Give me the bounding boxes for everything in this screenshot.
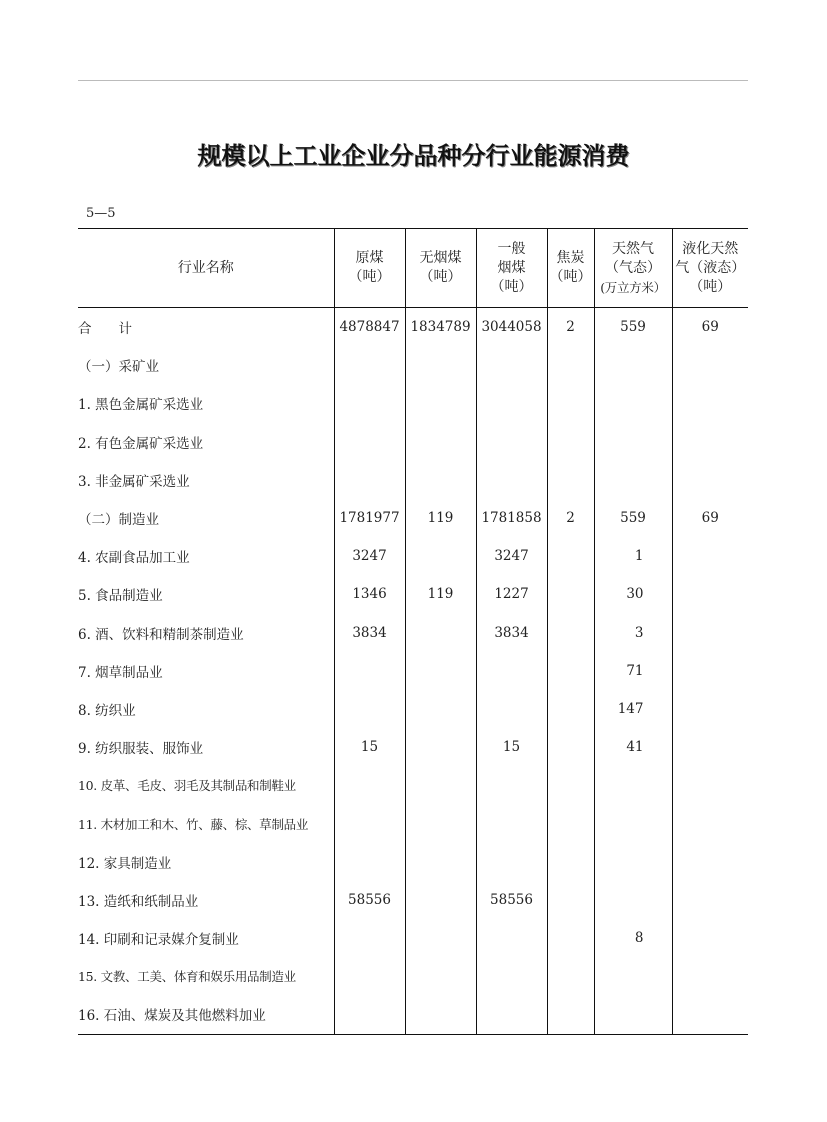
cell-bituminous: 58556 [476, 881, 547, 919]
cell-lng [672, 766, 748, 804]
table-code: 5—5 [86, 206, 116, 221]
table-row [78, 423, 748, 461]
cell-coke [547, 728, 594, 766]
header-line: （吨） [549, 269, 592, 285]
header-line: 原煤 [355, 250, 384, 266]
table-row [78, 804, 748, 842]
cell-raw-coal [334, 384, 405, 422]
cell-lng [672, 614, 748, 652]
cell-bituminous: 3044058 [476, 308, 547, 347]
cell-natural-gas [594, 461, 672, 499]
cell-name: 合 计 [78, 321, 132, 338]
cell-coke [547, 804, 594, 842]
cell-anthracite [405, 957, 476, 995]
table-row [78, 614, 748, 652]
header-lng [672, 229, 748, 308]
cell-bituminous [476, 423, 547, 461]
cell-name: 12. 家具制造业 [78, 855, 172, 872]
cell-coke: 2 [547, 308, 594, 347]
cell-bituminous [476, 995, 547, 1034]
cell-lng: 69 [672, 308, 748, 347]
cell-name: 6. 酒、饮料和精制茶制造业 [78, 626, 244, 643]
cell-bituminous [476, 766, 547, 804]
header-line: 烟煤 [497, 259, 526, 276]
cell-bituminous: 1781858 [476, 499, 547, 537]
cell-anthracite [405, 804, 476, 842]
cell-natural-gas [594, 423, 672, 461]
cell-lng: 69 [672, 499, 748, 537]
cell-bituminous [476, 957, 547, 995]
top-rule [78, 80, 748, 81]
cell-anthracite [405, 881, 476, 919]
cell-lng [672, 957, 748, 995]
cell-bituminous [476, 919, 547, 957]
cell-raw-coal: 15 [334, 728, 405, 766]
cell-name: 5. 食品制造业 [78, 588, 163, 605]
cell-raw-coal [334, 804, 405, 842]
cell-lng [672, 575, 748, 613]
header-line: 一般 [497, 240, 526, 257]
cell-lng [672, 995, 748, 1034]
table-row [78, 881, 748, 919]
cell-raw-coal [334, 461, 405, 499]
header-line: （气态） [605, 259, 661, 276]
cell-name: 11. 木材加工和木、竹、藤、棕、草制品业 [78, 816, 309, 832]
cell-lng [672, 537, 748, 575]
cell-coke [547, 537, 594, 575]
cell-anthracite [405, 346, 476, 384]
cell-bituminous [476, 804, 547, 842]
cell-anthracite [405, 614, 476, 652]
header-bituminous [476, 229, 547, 308]
cell-name: （二）制造业 [78, 512, 159, 529]
cell-natural-gas: 559 [594, 499, 672, 537]
header-line: 焦炭 [556, 250, 585, 266]
header-line: （吨） [419, 269, 462, 285]
cell-lng [672, 804, 748, 842]
cell-natural-gas [594, 346, 672, 384]
cell-raw-coal [334, 652, 405, 690]
header-line: （吨） [348, 269, 391, 285]
cell-lng [672, 384, 748, 422]
cell-lng [672, 919, 748, 957]
cell-bituminous: 3247 [476, 537, 547, 575]
cell-name: 14. 印刷和记录媒介复制业 [78, 932, 239, 949]
table-row [78, 384, 748, 422]
cell-natural-gas: 147 [594, 690, 672, 728]
cell-raw-coal [334, 919, 405, 957]
page-title: 规模以上工业企业分品种分行业能源消费 [197, 141, 630, 170]
cell-anthracite [405, 461, 476, 499]
cell-anthracite [405, 728, 476, 766]
cell-coke [547, 652, 594, 690]
table-row [78, 766, 748, 804]
cell-name: 7. 烟草制品业 [78, 664, 163, 681]
header-line: （吨） [689, 278, 732, 295]
cell-lng [672, 881, 748, 919]
cell-bituminous [476, 384, 547, 422]
cell-natural-gas: 30 [594, 575, 672, 613]
cell-natural-gas: 71 [594, 652, 672, 690]
cell-coke [547, 690, 594, 728]
cell-bituminous [476, 652, 547, 690]
cell-natural-gas: 3 [594, 614, 672, 652]
header-line: 液化天然 [682, 240, 739, 257]
cell-anthracite [405, 384, 476, 422]
cell-name: 16. 石油、煤炭及其他燃料加业 [78, 995, 334, 1034]
cell-raw-coal [334, 423, 405, 461]
cell-coke [547, 995, 594, 1034]
cell-coke [547, 843, 594, 881]
table-row [78, 461, 748, 499]
cell-lng [672, 728, 748, 766]
cell-lng [672, 843, 748, 881]
table-row [78, 346, 748, 384]
table-row [78, 728, 748, 766]
header-raw-coal [334, 229, 405, 308]
cell-anthracite [405, 766, 476, 804]
cell-raw-coal: 3247 [334, 537, 405, 575]
header-coke [547, 229, 594, 308]
cell-name: （一）采矿业 [78, 359, 159, 376]
cell-raw-coal [334, 766, 405, 804]
cell-bituminous [476, 843, 547, 881]
cell-natural-gas [594, 384, 672, 422]
cell-raw-coal: 1781977 [334, 499, 405, 537]
cell-bituminous: 3834 [476, 614, 547, 652]
table-row [78, 652, 748, 690]
cell-anthracite [405, 690, 476, 728]
cell-raw-coal: 1346 [334, 575, 405, 613]
cell-name: 2. 有色金属矿采选业 [78, 435, 204, 452]
cell-raw-coal [334, 957, 405, 995]
cell-raw-coal [334, 690, 405, 728]
cell-name: 13. 造纸和纸制品业 [78, 893, 199, 910]
cell-coke [547, 575, 594, 613]
cell-anthracite [405, 995, 476, 1034]
cell-coke [547, 346, 594, 384]
table-row [78, 308, 748, 347]
cell-anthracite [405, 919, 476, 957]
table-row [78, 575, 748, 613]
cell-natural-gas [594, 881, 672, 919]
cell-raw-coal: 4878847 [334, 308, 405, 347]
header-row [78, 229, 748, 308]
table-row [78, 499, 748, 537]
cell-natural-gas [594, 804, 672, 842]
cell-natural-gas: 41 [594, 728, 672, 766]
cell-name: 15. 文教、工美、体育和娱乐用品制造业 [78, 969, 296, 985]
cell-natural-gas: 8 [594, 919, 672, 957]
cell-raw-coal [334, 843, 405, 881]
cell-name: 4. 农副食品加工业 [78, 550, 190, 567]
header-line: 无烟煤 [419, 250, 462, 266]
cell-raw-coal [334, 995, 405, 1034]
cell-raw-coal: 3834 [334, 614, 405, 652]
cell-coke [547, 384, 594, 422]
cell-bituminous [476, 461, 547, 499]
cell-natural-gas [594, 766, 672, 804]
cell-coke [547, 919, 594, 957]
cell-name: 3. 非金属矿采选业 [78, 473, 190, 490]
table-row [78, 843, 748, 881]
cell-bituminous: 15 [476, 728, 547, 766]
header-line: （吨） [490, 278, 533, 295]
cell-anthracite [405, 537, 476, 575]
header-line: 气（液态） [675, 259, 746, 276]
cell-natural-gas [594, 957, 672, 995]
cell-bituminous [476, 690, 547, 728]
cell-lng [672, 346, 748, 384]
cell-name: 10. 皮革、毛皮、羽毛及其制品和制鞋业 [78, 778, 296, 794]
header-line: (万立方米） [600, 279, 666, 295]
cell-anthracite [405, 423, 476, 461]
header-natural-gas [594, 229, 672, 308]
cell-lng [672, 652, 748, 690]
cell-anthracite [405, 652, 476, 690]
header-anthracite [405, 229, 476, 308]
cell-coke [547, 461, 594, 499]
header-industry: 行业名称 [78, 229, 334, 308]
cell-coke [547, 614, 594, 652]
cell-name: 8. 纺织业 [78, 702, 136, 719]
cell-lng [672, 423, 748, 461]
cell-coke [547, 957, 594, 995]
cell-lng [672, 690, 748, 728]
cell-lng [672, 461, 748, 499]
cell-coke: 2 [547, 499, 594, 537]
cell-natural-gas [594, 995, 672, 1034]
cell-coke [547, 766, 594, 804]
energy-consumption-table [78, 228, 748, 1035]
cell-name: 9. 纺织服装、服饰业 [78, 741, 204, 758]
table-row [78, 537, 748, 575]
cell-name: 1. 黑色金属矿采选业 [78, 397, 204, 414]
table-row [78, 957, 748, 995]
table-row [78, 995, 748, 1034]
cell-natural-gas: 559 [594, 308, 672, 347]
table-row [78, 690, 748, 728]
header-line: 天然气 [612, 240, 654, 257]
cell-coke [547, 423, 594, 461]
cell-anthracite [405, 843, 476, 881]
cell-anthracite: 119 [405, 499, 476, 537]
cell-raw-coal: 58556 [334, 881, 405, 919]
cell-bituminous [476, 346, 547, 384]
cell-anthracite: 119 [405, 575, 476, 613]
cell-natural-gas: 1 [594, 537, 672, 575]
table-row [78, 919, 748, 957]
cell-anthracite: 1834789 [405, 308, 476, 347]
cell-coke [547, 881, 594, 919]
cell-raw-coal [334, 346, 405, 384]
cell-bituminous: 1227 [476, 575, 547, 613]
cell-natural-gas [594, 843, 672, 881]
